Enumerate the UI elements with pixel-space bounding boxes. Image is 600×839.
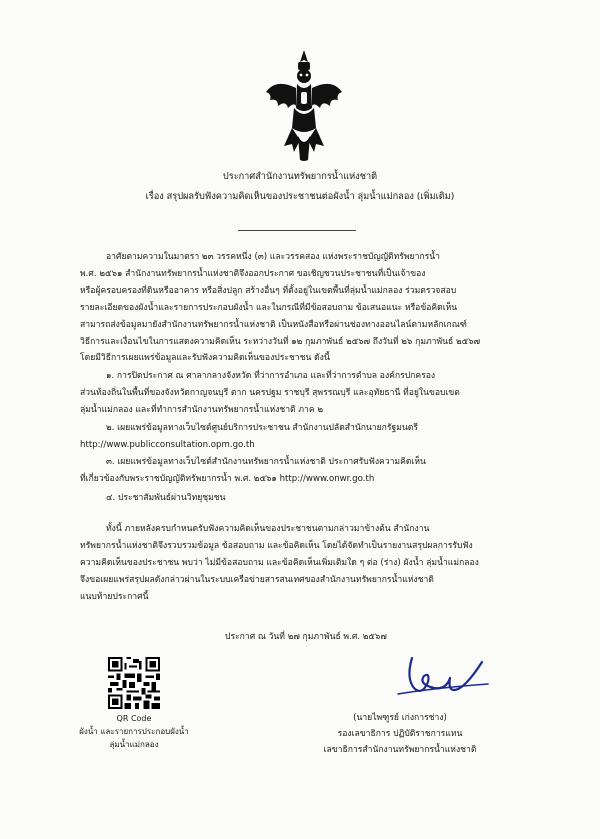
conclusion-line: ความคิดเห็นของประชาชน พบว่า ไม่มีข้อสอบถาม และข้อคิดเห็นเพิ่มเติมใด ๆ ต่อ (ร่าง) ผังน้ำ ลุ่มน้ำแม่กลอง <box>80 557 479 568</box>
method-item-1 <box>80 368 535 419</box>
divider <box>238 230 356 231</box>
method-item-4 <box>80 490 535 507</box>
body-line: สามารถส่งข้อมูลมายังสำนักงานทรัพยากรน้ำแห่งชาติ เป็นหนังสือหรือผ่านช่องทางออนไลน์ตามหลักเกณฑ์ <box>80 319 467 330</box>
body-line: วิธีการและเงื่อนไขในการแสดงความคิดเห็น ระหว่างวันที่ ๑๒ กุมภาพันธ์ ๒๕๖๗ ถึงวันที่ ๒๖ กุมภาพันธ์ ๒๕๖๗ <box>80 336 481 347</box>
signatory-position: เลขาธิการสำนักงานทรัพยากรน้ำแห่งชาติ <box>323 745 477 755</box>
body-line: โดยมีวิธีการเผยแพร่ข้อมูลและรับฟังความคิดเห็นของประชาชน ดังนี้ <box>80 353 330 364</box>
item-line: ๓. เผยแพร่ข้อมูลทางเว็บไซต์สำนักงานทรัพยากรน้ำแห่งชาติ ประกาศรับฟังความคิดเห็น <box>106 457 426 467</box>
body-line: พ.ศ. ๒๕๖๑ สำนักงานทรัพยากรน้ำแห่งชาติจึงออกประกาศ ขอเชิญชวนประชาชนที่เป็นเจ้าของ <box>80 268 426 279</box>
qr-label: QR Code <box>116 714 152 723</box>
signature-icon <box>394 648 490 700</box>
qr-caption: ผังน้ำ และรายการประกอบผังน้ำ <box>79 727 189 736</box>
announcement-subject: เรื่อง สรุปผลรับฟังความคิดเห็นของประชาชนต่อผังน้ำ ลุ่มน้ำแม่กลอง (เพิ่มเติม) <box>145 191 455 202</box>
conclusion-line: ทรัพยากรน้ำแห่งชาติจึงรวบรวมข้อมูล ข้อสอบถาม และข้อคิดเห็น โดยได้จัดทำเป็นรายงานสรุปผลการรับฟัง <box>80 540 473 551</box>
signatory-name: (นายไพฑูรย์ เก่งการช่าง) <box>353 713 447 723</box>
body-line: หรือผู้ครอบครองที่ดินหรืออาคาร หรือสิ่งปลูก สร้างอื่นๆ ที่ตั้งอยู่ในเขตพื้นที่ลุ่มน้ำแม่กลอง ร่วมตรวจสอบ <box>80 285 457 296</box>
garuda-emblem-icon <box>264 48 344 164</box>
item-line: ๒. เผยแพร่ข้อมูลทางเว็บไซต์ศูนย์บริการประชาชน สำนักงานปลัดสำนักนายกรัฐมนตรี <box>106 423 418 433</box>
conclusion-line: ทั้งนี้ ภายหลังครบกำหนดรับฟังความคิดเห็นของประชาชนตามกล่าวมาข้างต้น สำนักงาน <box>106 524 430 534</box>
body-line: รายละเอียดของผังน้ำและรายการประกอบผังน้ำ และในกรณีที่มีข้อสอบถาม ข้อเสนอแนะ หรือข้อคิดเห็น <box>80 302 458 313</box>
qr-caption: ลุ่มน้ำแม่กลอง <box>109 740 159 749</box>
website-link-onwr[interactable]: ที่เกี่ยวข้องกับพระราชบัญญัติทรัพยากรน้ำ พ.ศ. ๒๕๖๑ http://www.onwr.go.th <box>80 473 375 484</box>
intro-paragraph <box>80 249 535 367</box>
item-line: ส่วนท้องถิ่นในพื้นที่ของจังหวัดกาญจนบุรี ตาก นครปฐม ราชบุรี สุพรรณบุรี และอุทัยธานี ที่อยู่ในขอบเขต <box>80 387 460 398</box>
qr-code-icon[interactable] <box>108 657 160 709</box>
item-line: ๑. การปิดประกาศ ณ ศาลากลางจังหวัด ที่ว่าการอำเภอ และที่ว่าการตำบล องค์กรปกครอง <box>106 371 436 381</box>
conclusion-line: จึงขอเผยแพร่สรุปผลดังกล่าวผ่านในระบบเครือข่ายสารสนเทศของสำนักงานทรัพยากรน้ำแห่งชาติ <box>80 574 434 585</box>
conclusion-line: แนบท้ายประกาศนี้ <box>80 591 149 602</box>
announcement-title: ประกาศสำนักงานทรัพยากรน้ำแห่งชาติ <box>222 171 378 182</box>
signatory-position: รองเลขาธิการ ปฏิบัติราชการแทน <box>337 729 463 739</box>
conclusion-paragraph <box>80 521 535 606</box>
method-item-3 <box>80 454 535 488</box>
item-line: ลุ่มน้ำแม่กลอง และที่ทำการสำนักงานทรัพยากรน้ำแห่งชาติ ภาค ๒ <box>80 404 323 415</box>
item-line: ๔. ประชาสัมพันธ์ผ่านวิทยุชุมชน <box>106 493 226 503</box>
body-line: อาศัยตามความในมาตรา ๒๓ วรรคหนึ่ง (๓) และวรรคสอง แห่งพระราชบัญญัติทรัพยากรน้ำ <box>106 252 440 262</box>
announcement-date: ประกาศ ณ วันที่ ๒๗ กุมภาพันธ์ พ.ศ. ๒๕๖๗ <box>225 632 387 642</box>
method-item-2 <box>80 420 535 454</box>
website-link-opm[interactable]: http://www.publicconsultation.opm.go.th <box>80 439 255 450</box>
